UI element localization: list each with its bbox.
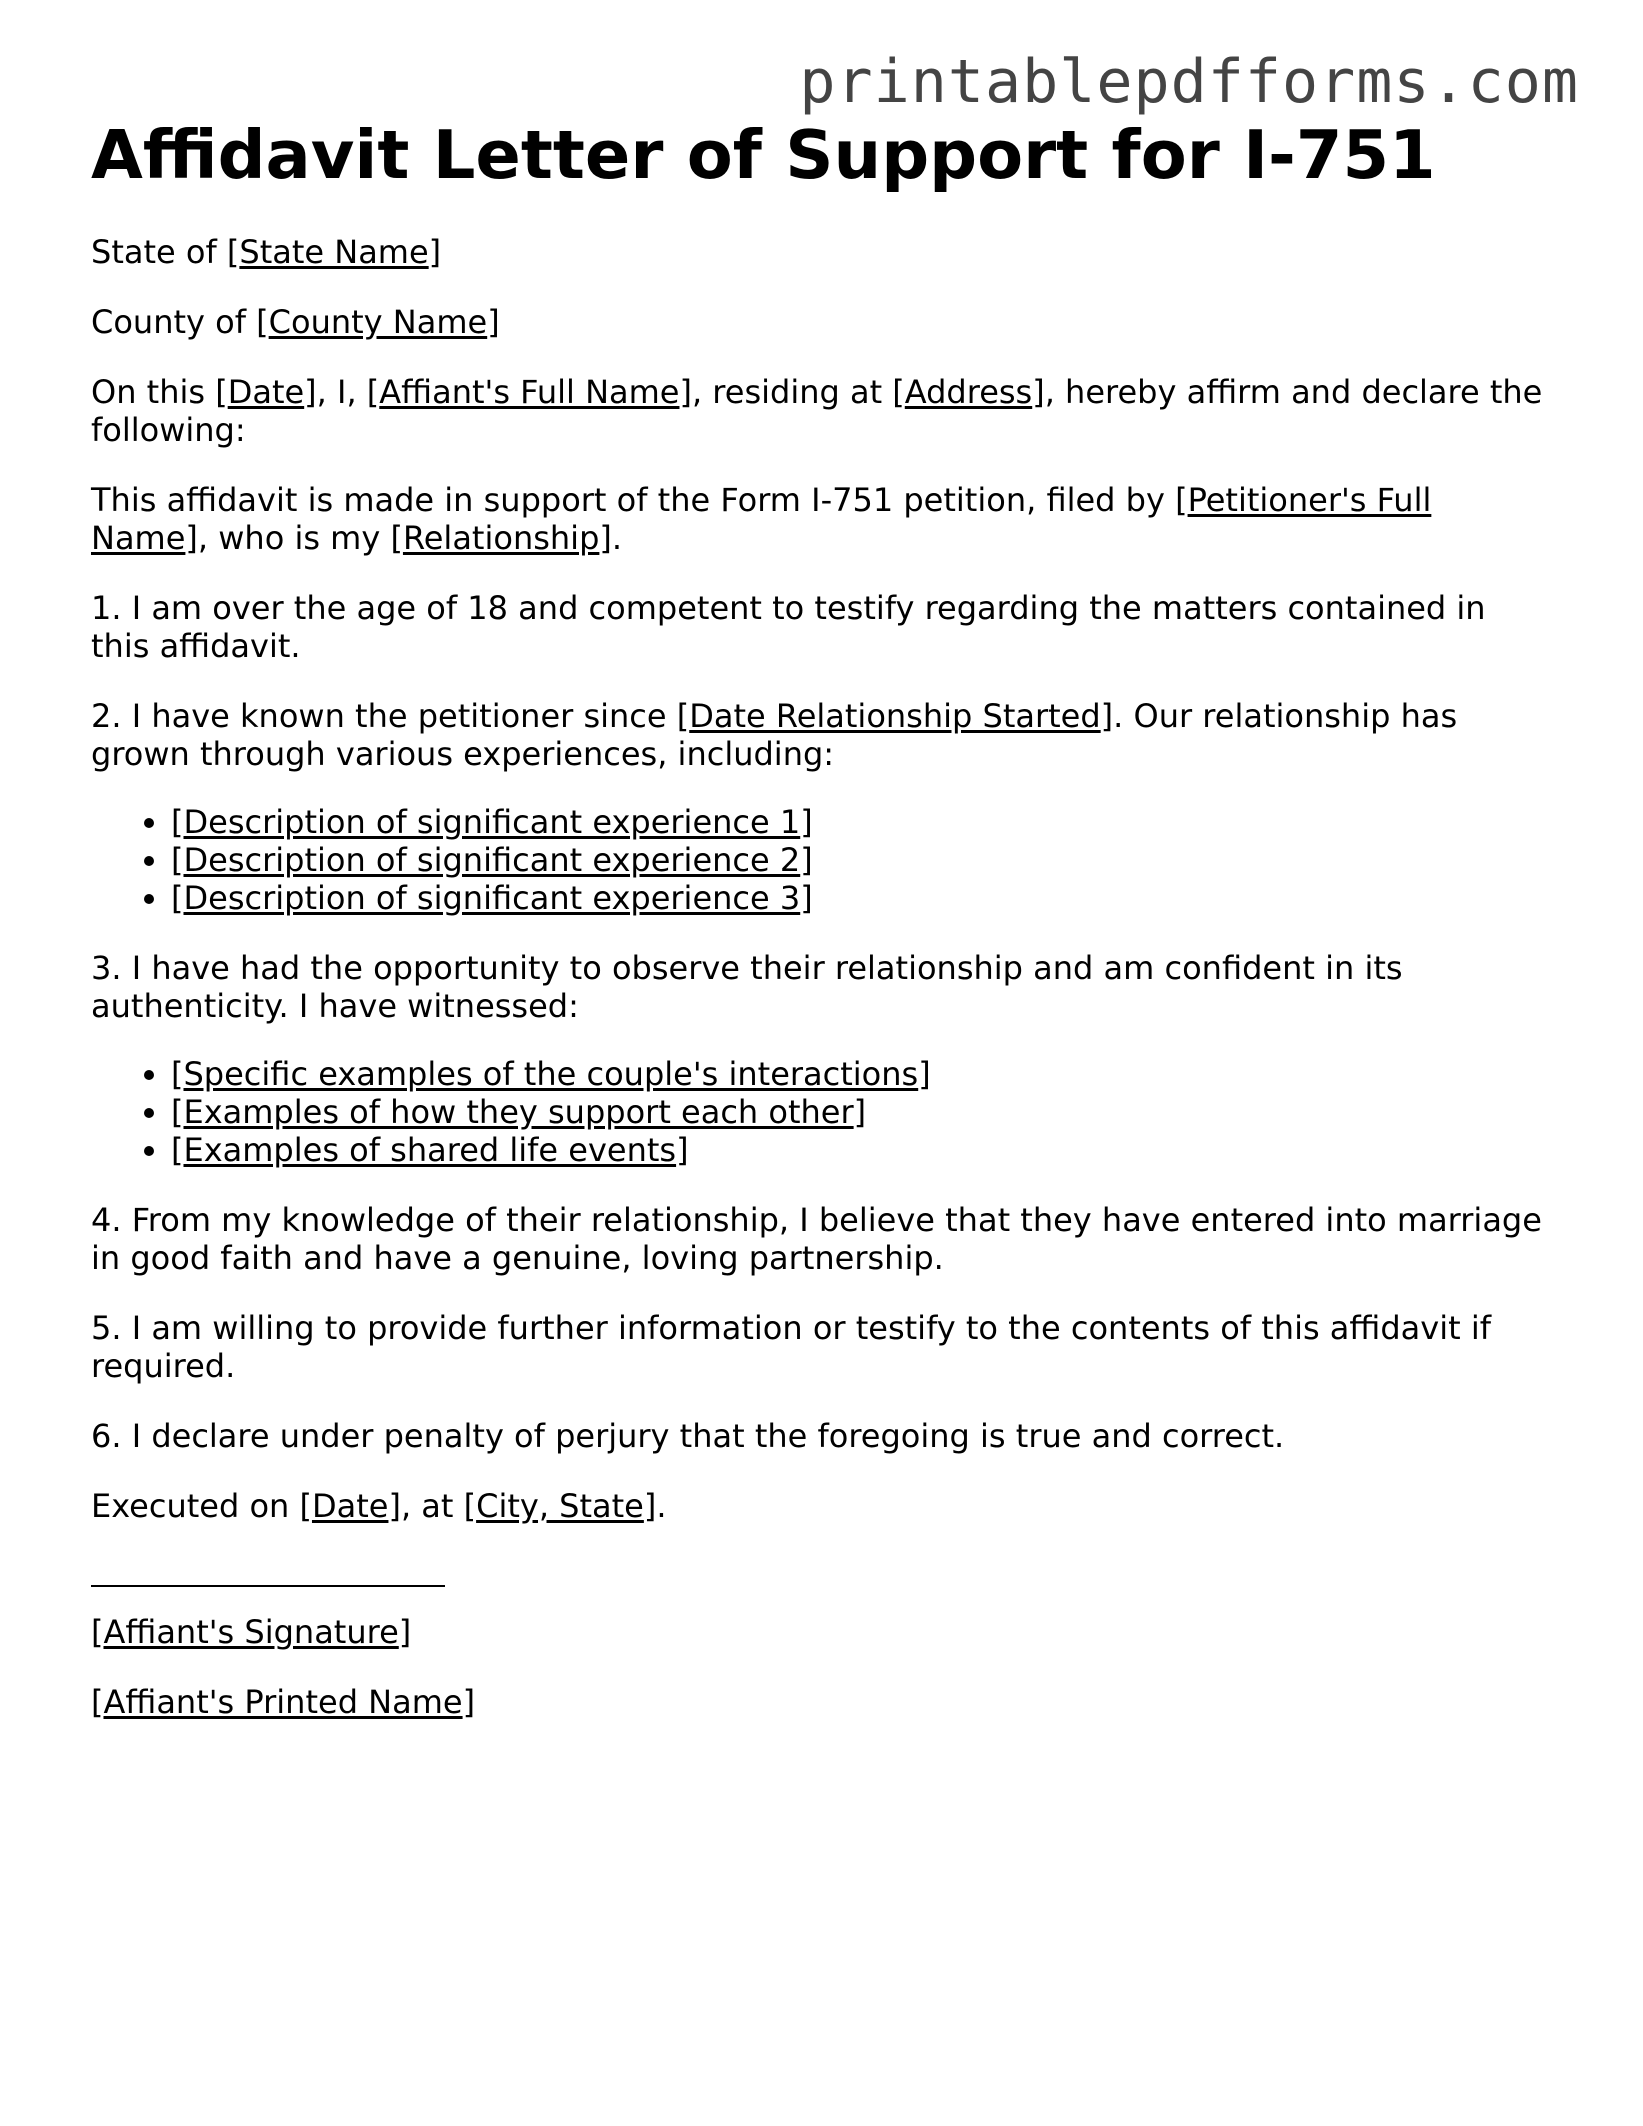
executed-line: Executed on [Date], at [City, State].: [91, 1487, 667, 1525]
list-item: • [Specific examples of the couple's interactions]: [171, 1055, 1551, 1093]
interactions-field[interactable]: Specific examples of the couple's interactions: [183, 1055, 919, 1093]
date-relationship-started-field[interactable]: Date Relationship Started: [689, 697, 1101, 735]
item-2-text-2: . Our relationship has grown through various experiences, including:: [91, 697, 1458, 773]
executed-text-3: .: [656, 1487, 667, 1525]
affiant-signature-field[interactable]: Affiant's Signature: [103, 1613, 399, 1651]
watermark: printablepdfforms.com: [799, 47, 1579, 117]
witnessed-list: [91, 1055, 1551, 1169]
state-name-field[interactable]: State Name: [239, 233, 429, 271]
address-field[interactable]: Address: [904, 373, 1033, 411]
list-item: • [Examples of shared life events]: [171, 1131, 1551, 1169]
experience-3-field[interactable]: Description of significant experience 3: [183, 879, 801, 917]
intro-text-3: , residing at: [691, 373, 893, 411]
executed-date-field[interactable]: Date: [311, 1487, 389, 1525]
county-name-field[interactable]: County Name: [268, 303, 488, 341]
petitioner-name-field[interactable]: Petitioner's Full Name: [91, 481, 1432, 557]
intro-text-1: On this: [91, 373, 216, 411]
support-text-3: .: [611, 519, 623, 557]
item-2-text-1: 2. I have known the petitioner since: [91, 697, 677, 735]
list-item: • [Description of significant experience 2]: [171, 841, 1551, 879]
item-5: 5. I am willing to provide further information or testify to the contents of this affidavit if required.: [91, 1309, 1491, 1385]
item-6: 6. I declare under penalty of perjury that the foregoing is true and correct.: [91, 1417, 1285, 1455]
executed-text-2: , at: [400, 1487, 464, 1525]
intro-text-2: , I,: [316, 373, 367, 411]
affiant-full-name-field[interactable]: Affiant's Full Name: [379, 373, 680, 411]
item-2: 2. I have known the petitioner since [Date Relationship Started]. Our relationship has grown through various experiences, including:: [91, 697, 1458, 773]
intro-text-4: , hereby affirm and declare the following:: [91, 373, 1543, 449]
state-label: State of: [91, 233, 227, 271]
item-1: 1. I am over the age of 18 and competent to testify regarding the matters contained in this affidavit.: [91, 589, 1486, 665]
affiant-printed-name-field[interactable]: Affiant's Printed Name: [103, 1683, 463, 1721]
list-item: • [Description of significant experience 1]: [171, 803, 1551, 841]
experiences-list: [91, 803, 1551, 917]
support-paragraph: This affidavit is made in support of the Form I-751 petition, filed by [Petitioner's Full Name], who is my [Relationship].: [91, 481, 1432, 557]
document-page: [91, 110, 1551, 1753]
relationship-field[interactable]: Relationship: [402, 519, 600, 557]
printed-name-caption: [Affiant's Printed Name]: [91, 1683, 476, 1721]
document-title: Affidavit Letter of Support for I-751: [91, 116, 1436, 194]
county-label: County of: [91, 303, 257, 341]
list-item: • [Examples of how they support each other]: [171, 1093, 1551, 1131]
experience-1-field[interactable]: Description of significant experience 1: [183, 803, 801, 841]
state-line: State of [State Name]: [91, 233, 442, 271]
list-item: • [Description of significant experience 3]: [171, 879, 1551, 917]
experience-2-field[interactable]: Description of significant experience 2: [183, 841, 801, 879]
shared-events-field[interactable]: Examples of shared life events: [183, 1131, 677, 1169]
item-3: 3. I have had the opportunity to observe their relationship and am confident in its authenticity. I have witnessed:: [91, 949, 1403, 1025]
signature-caption: [Affiant's Signature]: [91, 1613, 412, 1651]
city-state-field[interactable]: City, State: [476, 1487, 644, 1525]
item-4: 4. From my knowledge of their relationship, I believe that they have entered into marriage in good faith and have a genuine, loving partnership.: [91, 1201, 1542, 1277]
support-examples-field[interactable]: Examples of how they support each other: [183, 1093, 854, 1131]
date-field[interactable]: Date: [227, 373, 305, 411]
support-text-2: , who is my: [197, 519, 391, 557]
support-text-1: This affidavit is made in support of the Form I-751 petition, filed by: [91, 481, 1176, 519]
county-line: County of [County Name]: [91, 303, 500, 341]
signature-line[interactable]: [91, 1557, 445, 1587]
intro-paragraph: On this [Date], I, [Affiant's Full Name], residing at [Address], hereby affirm and declare the following:: [91, 373, 1543, 449]
executed-text-1: Executed on: [91, 1487, 300, 1525]
